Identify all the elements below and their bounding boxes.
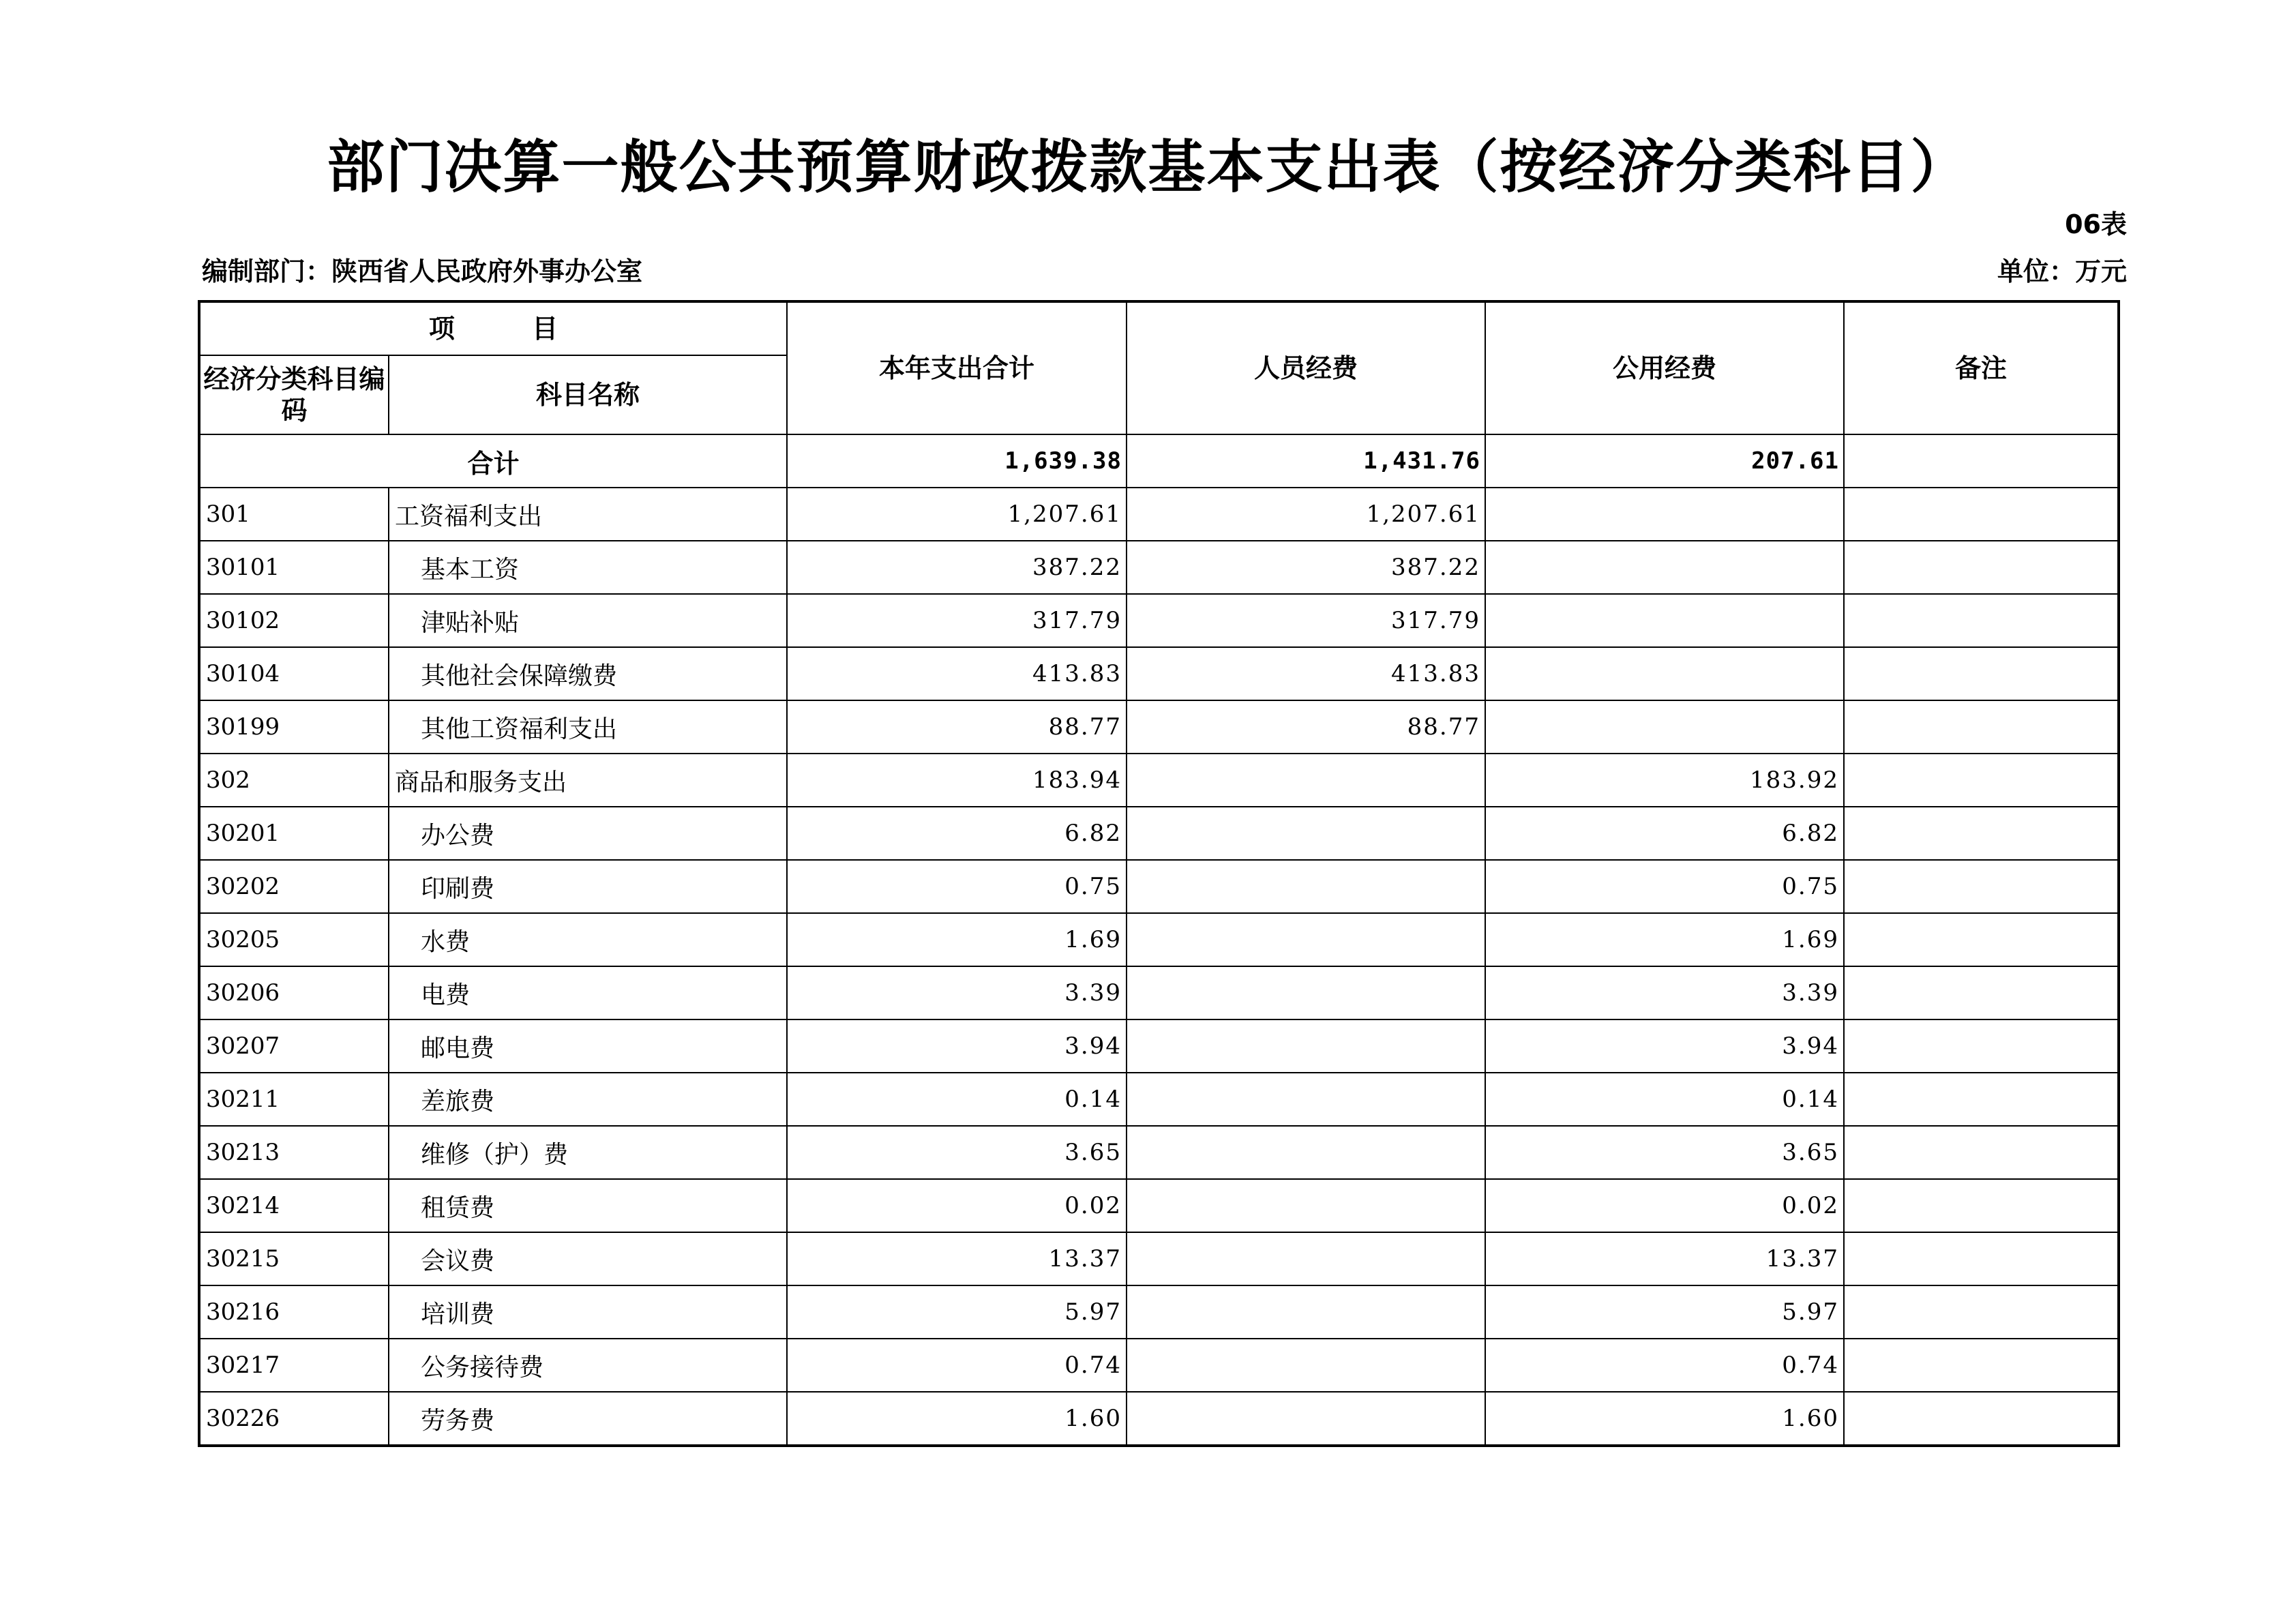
department-label: 编制部门：陕西省人民政府外事办公室: [202, 256, 643, 286]
row-remark: [1844, 860, 2119, 913]
row-code: 301: [199, 488, 389, 541]
table-row: [199, 1285, 2119, 1339]
row-personnel: [1127, 1339, 1485, 1392]
row-name: 租赁费: [389, 1179, 787, 1232]
row-personnel: [1127, 1019, 1485, 1073]
row-public: 13.37: [1485, 1232, 1844, 1285]
row-name: 其他社会保障缴费: [389, 647, 787, 700]
row-public: 1.69: [1485, 913, 1844, 966]
table-row: [199, 966, 2119, 1019]
row-name: 工资福利支出: [389, 488, 787, 541]
row-total: 1.69: [787, 913, 1127, 966]
row-total: 387.22: [787, 541, 1127, 594]
row-name: 办公费: [389, 807, 787, 860]
row-code: 302: [199, 754, 389, 807]
row-total: 0.02: [787, 1179, 1127, 1232]
row-public: [1485, 488, 1844, 541]
row-personnel: 387.22: [1127, 541, 1485, 594]
expenditure-table: [198, 300, 2120, 1447]
row-name: 印刷费: [389, 860, 787, 913]
row-personnel: 1,207.61: [1127, 488, 1485, 541]
row-total: 6.82: [787, 807, 1127, 860]
table-row: [199, 1232, 2119, 1285]
table-row: [199, 1179, 2119, 1232]
row-name: 公务接待费: [389, 1339, 787, 1392]
row-public: 3.65: [1485, 1126, 1844, 1179]
table-row: [199, 594, 2119, 647]
row-name: 会议费: [389, 1232, 787, 1285]
row-personnel: [1127, 1285, 1485, 1339]
row-total: 3.65: [787, 1126, 1127, 1179]
row-total: 88.77: [787, 700, 1127, 754]
row-total: 3.39: [787, 966, 1127, 1019]
header-name: 科目名称: [389, 355, 787, 434]
table-row: [199, 647, 2119, 700]
table-row: [199, 1392, 2119, 1446]
row-personnel: [1127, 754, 1485, 807]
row-public: 3.94: [1485, 1019, 1844, 1073]
table-row: [199, 1019, 2119, 1073]
row-personnel: [1127, 1126, 1485, 1179]
row-code: 30104: [199, 647, 389, 700]
row-personnel: [1127, 807, 1485, 860]
row-total: 0.14: [787, 1073, 1127, 1126]
row-public: 0.75: [1485, 860, 1844, 913]
row-personnel: 317.79: [1127, 594, 1485, 647]
row-public: 5.97: [1485, 1285, 1844, 1339]
row-name: 其他工资福利支出: [389, 700, 787, 754]
row-remark: [1844, 541, 2119, 594]
row-name: 邮电费: [389, 1019, 787, 1073]
row-name: 劳务费: [389, 1392, 787, 1446]
row-total: 5.97: [787, 1285, 1127, 1339]
row-code: 30226: [199, 1392, 389, 1446]
row-name: 维修（护）费: [389, 1126, 787, 1179]
row-public: [1485, 541, 1844, 594]
row-remark: [1844, 1126, 2119, 1179]
total-row: [199, 434, 2119, 488]
row-code: 30217: [199, 1339, 389, 1392]
table-row: [199, 913, 2119, 966]
table-row: [199, 860, 2119, 913]
row-name: 培训费: [389, 1285, 787, 1339]
row-code: 30201: [199, 807, 389, 860]
table-meta-row: [202, 252, 2127, 291]
row-name: 津贴补贴: [389, 594, 787, 647]
row-code: 30202: [199, 860, 389, 913]
total-public: 207.61: [1485, 434, 1844, 488]
row-public: 3.39: [1485, 966, 1844, 1019]
row-total: 317.79: [787, 594, 1127, 647]
row-code: 30207: [199, 1019, 389, 1073]
row-remark: [1844, 1019, 2119, 1073]
row-code: 30211: [199, 1073, 389, 1126]
row-name: 差旅费: [389, 1073, 787, 1126]
row-code: 30215: [199, 1232, 389, 1285]
table-row: [199, 700, 2119, 754]
header-remark: 备注: [1844, 301, 2119, 434]
row-code: 30206: [199, 966, 389, 1019]
row-public: [1485, 700, 1844, 754]
row-remark: [1844, 754, 2119, 807]
row-public: 0.02: [1485, 1179, 1844, 1232]
total-label: 合计: [199, 434, 787, 488]
row-name: 商品和服务支出: [389, 754, 787, 807]
row-code: 30213: [199, 1126, 389, 1179]
row-remark: [1844, 1339, 2119, 1392]
table-number: 06表: [2065, 209, 2127, 239]
row-total: 3.94: [787, 1019, 1127, 1073]
table-row: [199, 541, 2119, 594]
table-row: [199, 1339, 2119, 1392]
row-remark: [1844, 1232, 2119, 1285]
header-public: 公用经费: [1485, 301, 1844, 434]
header-item: 项 目: [199, 301, 787, 355]
total-remark: [1844, 434, 2119, 488]
row-personnel: [1127, 860, 1485, 913]
table-row: [199, 1073, 2119, 1126]
row-name: 水费: [389, 913, 787, 966]
row-public: 183.92: [1485, 754, 1844, 807]
row-remark: [1844, 966, 2119, 1019]
row-public: 0.14: [1485, 1073, 1844, 1126]
row-public: 0.74: [1485, 1339, 1844, 1392]
row-remark: [1844, 1285, 2119, 1339]
row-total: 13.37: [787, 1232, 1127, 1285]
row-remark: [1844, 1073, 2119, 1126]
row-remark: [1844, 1392, 2119, 1446]
total-personnel: 1,431.76: [1127, 434, 1485, 488]
total-amount: 1,639.38: [787, 434, 1127, 488]
row-personnel: [1127, 913, 1485, 966]
row-personnel: [1127, 1392, 1485, 1446]
row-code: 30205: [199, 913, 389, 966]
page-title: 部门决算一般公共预算财政拨款基本支出表（按经济分类科目）: [327, 134, 1969, 200]
row-remark: [1844, 700, 2119, 754]
row-code: 30199: [199, 700, 389, 754]
row-code: 30216: [199, 1285, 389, 1339]
row-public: 6.82: [1485, 807, 1844, 860]
header-code: 经济分类科目编码: [199, 355, 389, 434]
row-name: 基本工资: [389, 541, 787, 594]
row-remark: [1844, 1179, 2119, 1232]
row-public: 1.60: [1485, 1392, 1844, 1446]
row-personnel: [1127, 1179, 1485, 1232]
header-total: 本年支出合计: [787, 301, 1127, 434]
row-total: 183.94: [787, 754, 1127, 807]
table-row: [199, 754, 2119, 807]
row-code: 30214: [199, 1179, 389, 1232]
row-remark: [1844, 913, 2119, 966]
table-row: [199, 488, 2119, 541]
header-personnel: 人员经费: [1127, 301, 1485, 434]
row-public: [1485, 594, 1844, 647]
row-total: 0.74: [787, 1339, 1127, 1392]
row-total: 0.75: [787, 860, 1127, 913]
row-remark: [1844, 647, 2119, 700]
row-code: 30102: [199, 594, 389, 647]
header-row-top: [199, 301, 2119, 355]
row-personnel: 413.83: [1127, 647, 1485, 700]
row-total: 413.83: [787, 647, 1127, 700]
row-total: 1,207.61: [787, 488, 1127, 541]
row-personnel: [1127, 1073, 1485, 1126]
table-row: [199, 807, 2119, 860]
row-remark: [1844, 488, 2119, 541]
row-personnel: [1127, 966, 1485, 1019]
row-code: 30101: [199, 541, 389, 594]
row-public: [1485, 647, 1844, 700]
row-remark: [1844, 807, 2119, 860]
row-remark: [1844, 594, 2119, 647]
row-personnel: 88.77: [1127, 700, 1485, 754]
row-total: 1.60: [787, 1392, 1127, 1446]
unit-label: 单位：万元: [1997, 256, 2127, 286]
row-name: 电费: [389, 966, 787, 1019]
row-personnel: [1127, 1232, 1485, 1285]
table-row: [199, 1126, 2119, 1179]
